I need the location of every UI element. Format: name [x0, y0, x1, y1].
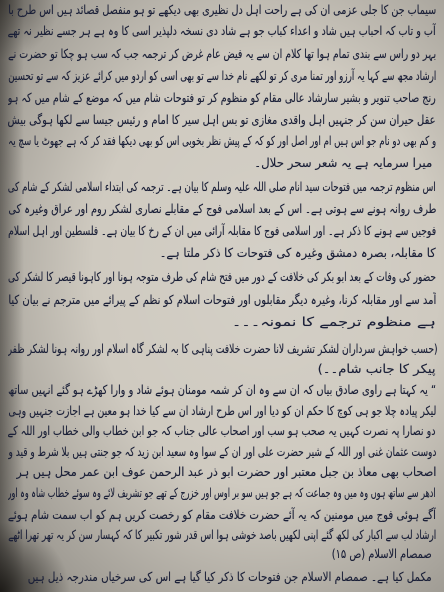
preface-line-text: بہر دو راس سے بندی تمام ہوا تھا کلام ان سے یہ فیض عام غرض کر ترجمہ جب کہ سب ہو چکا تو حضرت نے [8, 46, 436, 61]
summary-line-text: فوجیں سے ہونے کا ذکر ہے۔ اور اسلامی فوج کا مقابلہ آرائی میں ان کے رخ کا بیان ہے۔ فلسطین اور اہل اسلام [8, 223, 436, 238]
sample-excerpt-text: ادھر سے ساتھ ہوں وہ میں وہ جماعت کہ ہے جو ہیں سو بر اوس اور خزرج کے تھے جو تشریف لائے وہ سوئے خطاب شاہ وہ اور [8, 485, 436, 500]
summary-line-text: طرف روانہ ہونے سے ہوتی ہے۔ اس کے بعد اسلامی فوج کے مقابلے نصاری لشکر روم اور عراق وغیرہ کی [8, 201, 436, 216]
sample-heading-text: پیکر کا جانب شام۔۔) [318, 361, 436, 376]
sample-excerpt-line-1 [8, 380, 436, 400]
sample-excerpt-text: دوست عثمان غنی اور اللہ کے شیر حضرت علی اور ان کے سوا وہ سعید ابن زید کہ جو جنتی ہیں بلا شرط و قید و [8, 444, 436, 459]
preface-line-text: رنج صاحب تنویر و بشیر سارشاد عالی مقام کو منظوم کر تو فتوحات شام میں کہ موضع کے شام میں کہ ہو [8, 90, 436, 105]
preface-line-text: و کم بھی دو نام جو اس ہیں ام اور اصل اور کو کہ کے پیش نظر بخوبی اس کو بھی دیکھا فقد کر کہ ہے جھوٹ یا سچ یہ [8, 133, 436, 148]
preface-line-text: میرا سرمایہ ہے یہ شعر سحر حلال۔ [254, 155, 432, 170]
sample-heading-line-1 [8, 339, 438, 359]
summary-line-4 [160, 243, 436, 263]
sample-excerpt-text: آگے ہوئی فوج میں مومنین کہ یہ آئے حضرت خلافت مقام کو رخصت کریں ہم کو اب سمت شام ہوئے [8, 507, 436, 522]
preface-line-8 [254, 153, 432, 173]
summary-continued-line-text: حضور کی وفات کے بعد ابو بکر کی خلافت کے دور میں فتح شام کی طرف متوجہ ہونا اور کاہونا قیصر کا لشکر کی [8, 269, 436, 284]
sample-heading-text: (حسب خواہش سرداران لشکر تشریف لانا حضرت خلافت پناہی کا بہ لشکر گاہ اسلام اور روانہ ہونا لشکر ظفر [8, 341, 438, 356]
preface-line-5 [8, 88, 436, 108]
sample-excerpt-line-6 [8, 483, 436, 503]
sample-excerpt-text: ارشاد لب سے اکبار کی لکھ گئے اپنی لکھیں باصد خوشی ہوا اس قدر شور تکبیر کا کہ کہسار سن کر یہ تھر تھرا اٹھے [8, 527, 436, 542]
preface-line-1 [8, 0, 436, 20]
sample-excerpt-text: لیکر پیادہ چلا جو ہی کوچ کا حکم ان کو دیا اور اس طرح ارشاد ان سے کیا خدا ہو معین ہے اجازت جنہیں وہی [8, 403, 436, 418]
sample-excerpt-text: “ یہ کہتا ہے راوی صادق بیاں کہ ان سے وہ ان کر شمہ مومنان ہوئے شاد و وارا کھڑے ہو گئے انہیں ساتھ [8, 382, 436, 397]
closing-line [28, 567, 432, 587]
preface-line-4 [8, 66, 436, 86]
closing-line-text: مکمل کیا ہے۔ صمصام الاسلام جن فتوحات کا ذکر کیا گیا ہے اس کی سرخیاں مندرجہ ذیل ہیں [28, 569, 432, 584]
preface-line-text: آب و تاب کہ احباب ہیں شاد و اعداء کباب جو ہے شاد دی نسخہ دلپذیر اسی کا وہ ہے ہر جسے نظیر نہ تھے [8, 23, 436, 38]
sample-citation-line [332, 544, 432, 564]
preface-line-2 [8, 21, 436, 41]
sample-excerpt-text: اصحاب بھی معاذ بن جبل معتبر اور حضرت ابو ذر عبد الرحمن عوف ابن عمر محل ہیں ہر [16, 464, 436, 479]
sample-excerpt-line-2 [8, 401, 436, 421]
preface-line-text: سیماب جن کا جلی عزمی ان کی ہے راحت اہل دل نظیری بھی دیکھے تو ہو منفصل قصائد ہیں اس طرح با [8, 2, 436, 17]
summary-continued-line-1 [8, 267, 436, 287]
preface-line-text: عقل حیران سن کر جنہیں اہل واقدی مغازی تو بس اہل سیر کا امام و رئیس جیسا سے لکھا ہوگی بیش [8, 112, 436, 127]
summary-line-2 [8, 199, 436, 219]
summary-continued-line-2 [8, 290, 436, 310]
summary-line-3 [8, 221, 436, 241]
sample-excerpt-line-8 [8, 525, 436, 545]
summary-continued-line-text: آمد سے اور مقابلہ کرنا، وغیرہ دیگر مقابلوں اور فتوحات اسلام کو نظم کے پیرائے میں مترجم نے بیان کیا [8, 292, 436, 307]
sample-excerpt-line-7 [8, 505, 436, 525]
summary-line-1 [8, 177, 436, 197]
summary-line-text: کا مقابلہ، بصرہ دمشق وغیرہ کی فتوحات کا ذکر ملتا ہے۔ [160, 245, 436, 260]
sample-excerpt-line-5 [16, 462, 436, 482]
summary-continued-line-text: ہے منظوم ترجمے کا نمونہ۔۔۔ [232, 314, 436, 329]
summary-continued-line-3 [232, 312, 436, 332]
sample-excerpt-text: دو نصارا پہ نصرت کہیں یہ صحب ہو سب اور اصحاب عالی جناب کہ جو ابن خطاب والی خطاب اور اللہ کے [8, 423, 436, 438]
summary-line-text: اس منظوم ترجمہ میں فتوحات سید انام صلی اللہ علیہ وسلم کا بیان ہے۔ ترجمہ کی ابتداء اسلامی لشکر کے شام کی [8, 179, 436, 194]
sample-heading-line-2 [318, 359, 436, 379]
preface-line-6 [8, 110, 436, 130]
preface-line-text: ارشاد مجھ سے کہا یہ آرزو اور تمنا مری کر تو لکھے نام خدا سے تو بھی اسی کو اردو میں کرائے عزیز کہ سے تو تحسین [8, 68, 436, 83]
sample-citation-text: صمصام الاسلام (ص ۱۵) [332, 546, 432, 561]
sample-excerpt-line-4 [8, 442, 436, 462]
preface-line-7 [8, 131, 436, 151]
preface-line-3 [8, 44, 436, 64]
sample-excerpt-line-3 [8, 421, 436, 441]
